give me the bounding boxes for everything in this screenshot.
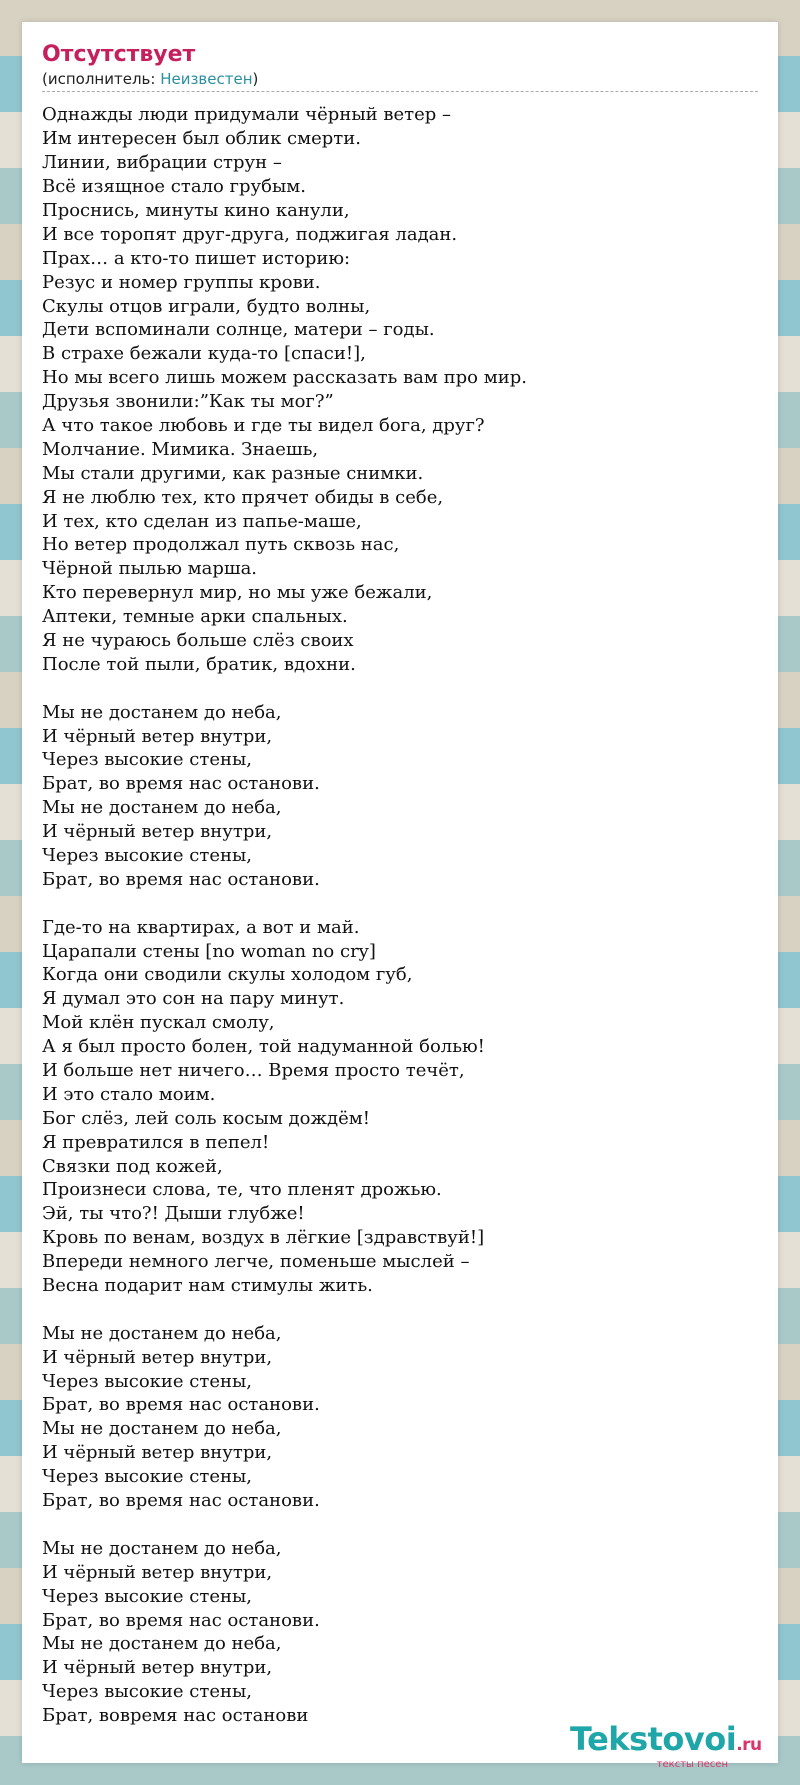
lyric-line: И чёрный ветер внутри, — [42, 725, 273, 747]
lyric-line: Линии, вибрации струн – — [42, 152, 282, 174]
lyric-line: Я думал это сон на пару минут. — [42, 988, 345, 1010]
lyrics-text — [42, 103, 758, 1728]
stanza-break — [42, 892, 758, 916]
lyric-line: Мы не достанем до неба, — [42, 797, 282, 819]
lyric-line: Однажды люди придумали чёрный ветер – — [42, 104, 451, 126]
lyric-line: И больше нет ничего… Время просто течёт, — [42, 1060, 465, 1082]
logo-wordmark — [570, 1722, 780, 1762]
lyric-line: Когда они сводили скулы холодом губ, — [42, 964, 413, 986]
lyric-line: Кровь по венам, воздух в лёгкие [здравствуй!] — [42, 1227, 485, 1249]
lyric-line: И чёрный ветер внутри, — [42, 1561, 273, 1583]
lyric-line: И чёрный ветер внутри, — [42, 821, 273, 843]
lyric-line: Я не чураюсь больше слёз своих — [42, 629, 354, 651]
lyric-line: Царапали стены [no woman no cry] — [42, 940, 376, 962]
lyric-line: Мы не достанем до неба, — [42, 1537, 282, 1559]
artist-link[interactable]: Неизвестен — [160, 70, 253, 89]
lyric-line: Мы не достанем до неба, — [42, 1633, 282, 1655]
lyric-line: Мы не достанем до неба, — [42, 1322, 282, 1344]
logo-main-text: Tekstovoi — [570, 1720, 737, 1758]
lyric-line: А я был просто болен, той надуманной болью! — [42, 1036, 485, 1058]
lyric-line: А что такое любовь и где ты видел бога, друг? — [42, 414, 485, 436]
stanza-break — [42, 677, 758, 701]
lyric-line: Брат, во время нас останови. — [42, 773, 320, 795]
lyric-line: В страхе бежали куда-то [спаси!], — [42, 343, 366, 365]
lyric-line: Кто перевернул мир, но мы уже бежали, — [42, 582, 433, 604]
lyric-line: Брат, во время нас останови. — [42, 868, 320, 890]
lyric-line: И чёрный ветер внутри, — [42, 1442, 273, 1464]
lyric-line: Мы не достанем до неба, — [42, 1418, 282, 1440]
lyric-line: И все торопят друг-друга, поджигая ладан. — [42, 223, 458, 245]
artist-line — [42, 70, 758, 92]
lyric-line: Прах… а кто-то пишет историю: — [42, 247, 351, 269]
lyric-line: Где-то на квартирах, а вот и май. — [42, 916, 360, 938]
lyric-line: Через высокие стены, — [42, 1466, 253, 1488]
lyric-line: Весна подарит нам стимулы жить. — [42, 1275, 373, 1297]
lyric-line: Эй, ты что?! Дыши глубже! — [42, 1203, 305, 1225]
lyric-line: Через высокие стены, — [42, 1681, 253, 1703]
lyric-line: Брат, во время нас останови. — [42, 1490, 320, 1512]
lyric-line: Всё изящное стало грубым. — [42, 176, 306, 198]
lyric-line: Бог слёз, лей соль косым дождём! — [42, 1107, 370, 1129]
site-logo[interactable] — [570, 1722, 780, 1772]
lyric-line: Чёрной пылью марша. — [42, 558, 258, 580]
artist-prefix: (исполнитель: — [42, 70, 161, 89]
lyric-line: Брат, вовремя нас останови — [42, 1705, 309, 1727]
lyric-line: Но ветер продолжал путь сквозь нас, — [42, 534, 400, 556]
stanza-break — [42, 1513, 758, 1537]
lyric-line: Брат, во время нас останови. — [42, 1394, 320, 1416]
lyric-line: Мой клён пускал смолу, — [42, 1012, 275, 1034]
lyrics-card — [22, 22, 778, 1763]
lyric-line: Через высокие стены, — [42, 749, 253, 771]
lyric-line: И это стало моим. — [42, 1083, 216, 1105]
lyric-line: Впереди немного легче, поменьше мыслей – — [42, 1251, 470, 1273]
lyric-line: Но мы всего лишь можем рассказать вам про мир. — [42, 367, 527, 389]
logo-suffix: .ru — [736, 1735, 762, 1755]
lyric-line: Дети вспоминали солнце, матери – годы. — [42, 319, 435, 341]
lyric-line: Брат, во время нас останови. — [42, 1609, 320, 1631]
lyric-line: Через высокие стены, — [42, 845, 253, 866]
lyric-line: Мы не достанем до неба, — [42, 701, 282, 723]
lyric-line: Мы стали другими, как разные снимки. — [42, 462, 424, 484]
lyric-line: Скулы отцов играли, будто волны, — [42, 295, 371, 317]
lyric-line: Проснись, минуты кино канули, — [42, 199, 350, 221]
lyric-line: Друзья звонили:”Как ты мог?” — [42, 391, 334, 413]
artist-suffix: ) — [252, 70, 259, 89]
lyric-line: Резус и номер группы крови. — [42, 271, 321, 293]
lyric-line: И чёрный ветер внутри, — [42, 1657, 273, 1679]
lyric-line: И тех, кто сделан из папье-маше, — [42, 510, 362, 532]
lyric-line: И чёрный ветер внутри, — [42, 1346, 273, 1368]
lyric-line: Через высокие стены, — [42, 1370, 253, 1392]
logo-tagline: тексты песен — [656, 1759, 728, 1770]
lyric-line: Я не люблю тех, кто прячет обиды в себе, — [42, 486, 444, 508]
lyric-line: Им интересен был облик смерти. — [42, 128, 361, 150]
lyric-line: После той пыли, братик, вдохни. — [42, 653, 356, 675]
stanza-break — [42, 1298, 758, 1322]
lyric-line: Связки под кожей, — [42, 1155, 223, 1177]
lyric-line: Аптеки, темные арки спальных. — [42, 606, 348, 628]
lyric-line: Через высокие стены, — [42, 1585, 253, 1607]
song-title: Отсутствует — [42, 42, 196, 67]
lyric-line: Произнеси слова, те, что пленят дрожью. — [42, 1179, 442, 1201]
lyric-line: Я превратился в пепел! — [42, 1131, 270, 1153]
lyric-line: Молчание. Мимика. Знаешь, — [42, 438, 319, 460]
